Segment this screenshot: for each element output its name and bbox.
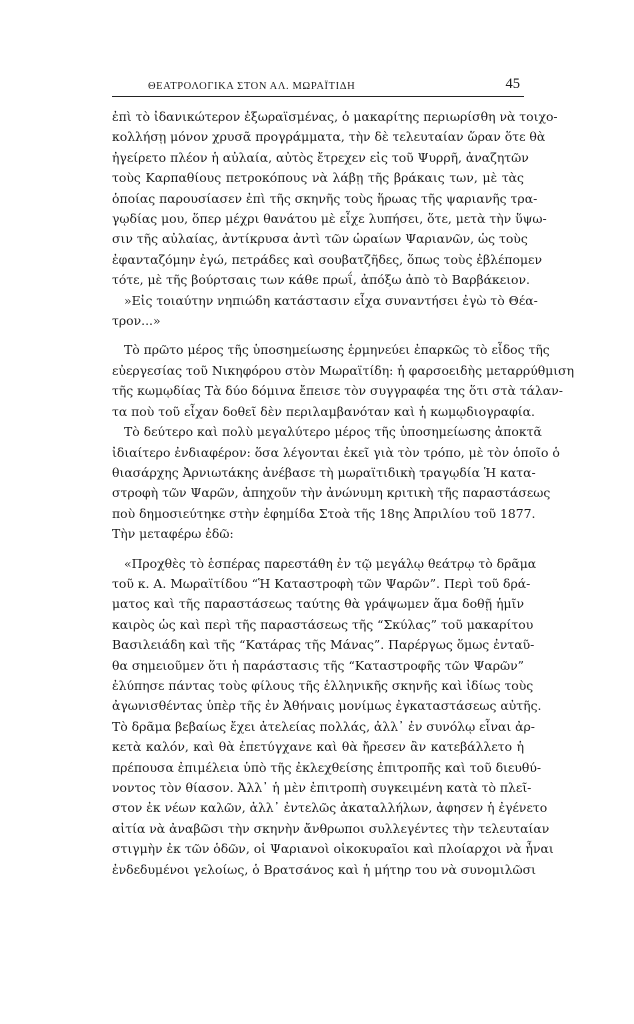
text-line: εὐεργεσίας τοῦ Νικηφόρου στὸν Μωραϊτίδη: ἡ φαρσοειδὴς μεταρρύθμιση: [112, 362, 574, 378]
text-line: ποὺ δημοσιεύτηκε στὴν ἐφημίδα Στοὰ τῆς 18ης Ἀπριλίου τοῦ 1877.: [112, 505, 536, 521]
text-line: ἐλύπησε πάντας τοὺς φίλους τῆς ἑλληνικῆς σκηνῆς καὶ ἰδίως τοὺς: [112, 677, 534, 693]
text-line: ματος καὶ τῆς παραστάσεως ταύτης θὰ γράψωμεν ἅμα δοθῇ ἡμῖν: [112, 596, 524, 612]
text-line: πρέπουσα ἐπιμέλεια ὑπὸ τῆς ἐκλεχθείσης ἐπιτροπῆς καὶ τοῦ διευθύ-: [112, 759, 542, 775]
text-line: στιγμὴν ἐκ τῶν ὁδῶν, οἱ Ψαριανοὶ οἰκοκυραῖοι καὶ πλοίαρχοι νὰ ἦναι: [112, 841, 554, 857]
text-line: Τὸ δεύτερο καὶ πολὺ μεγαλύτερο μέρος τῆς ὑποσημείωσης ἀποκτᾶ: [124, 424, 542, 440]
text-line: Τὸ πρῶτο μέρος τῆς ὑποσημείωσης ἑρμηνεύει ἐπαρκῶς τὸ εἶδος τῆς: [124, 342, 550, 358]
text-line: γῳδίας μου, ὅπερ μέχρι θανάτου μὲ εἶχε λυπήσει, ὅτε, μετὰ τὴν ὕψω-: [112, 211, 547, 227]
text-line: σιν τῆς αὐλαίας, ἀντίκρυσα ἀντὶ τῶν ὡραίων Ψαριανῶν, ὡς τοὺς: [112, 231, 528, 247]
text-line: τρον...»: [112, 313, 161, 329]
text-line: στροφὴ τῶν Ψαρῶν, ἀπηχοῦν τὴν ἀνώνυμη κριτικὴ τῆς παραστάσεως: [112, 485, 551, 501]
text-line: τῆς κωμῳδίας Τὰ δύο δόμινα ἔπεισε τὸν συγγραφέα της ὅτι στὰ τάλαν-: [112, 383, 563, 399]
text-line: ἐφανταζόμην ἐγώ, πετράδες καὶ σουβατζῆδες, ὅπως τοὺς ἐβλέπομεν: [112, 251, 543, 267]
text-line: ἐνδεδυμένοι γελοίως, ὁ Βρατσάνος καὶ ἡ μήτηρ του νὰ συνομιλῶσι: [112, 861, 536, 877]
text-line: θιασάρχης Ἀρνιωτάκης ἀνέβασε τὴ μωραϊτιδικὴ τραγῳδία Ἡ κατα-: [112, 464, 536, 480]
text-line: τότε, μὲ τῆς βούρτσαις των κάθε πρωΐ, ἀπόξω ἀπὸ τὸ Βαρβάκειον.: [112, 272, 530, 288]
text-line: ἰδιαίτερο ἐνδιαφέρον: ὅσα λέγονται ἐκεῖ γιὰ τὸν τρόπο, μὲ τὸν ὁποῖο ὁ: [112, 444, 560, 460]
text-line: τοῦ κ. Α. Μωραϊτίδου “Ἡ Καταστροφὴ τῶν Ψαρῶν”. Περὶ τοῦ δρά-: [112, 575, 531, 591]
text-line: Τὴν μεταφέρω ἐδῶ:: [112, 526, 234, 542]
text-line: ἐπὶ τὸ ἰδανικώτερον ἐξωραϊσμένας, ὁ μακαρίτης περιωρίσθη νὰ τοιχο-: [112, 109, 558, 124]
text-line: κετὰ καλόν, καὶ θὰ ἐπετύγχανε καὶ θὰ ἤρεσεν ἂν κατεβάλλετο ἡ: [112, 739, 524, 755]
text-line: Βασιλειάδη καὶ τῆς “Κατάρας τῆς Μάνας”. Παρέργως ὅμως ἐνταῦ-: [112, 637, 535, 653]
paragraph-gap: [112, 545, 524, 554]
text-line: στον ἐκ νέων καλῶν, ἀλλ᾽ ἐντελῶς ἀκαταλλήλων, ἀφησεν ἡ ἐγένετο: [112, 800, 548, 816]
page-number: 45: [505, 76, 520, 92]
text-line: τοὺς Καρπαθίους πετροκόπους νὰ λάβῃ τῆς βράκαις των, μὲ τὰς: [112, 170, 524, 186]
text-line: τα ποὺ τοῦ εἶχαν δοθεῖ δὲν περιλαμβανόταν καὶ ἡ κωμῳδιογραφία.: [112, 403, 535, 419]
text-line: ἀγωνισθέντας ὑπὲρ τῆς ἐν Ἀθήναις μονίμως ἐγκαταστάσεως αὐτῆς.: [112, 698, 542, 714]
text-line: »Εἰς τοιαύτην νηπιώδη κατάστασιν εἶχα συναντήσει ἐγὼ τὸ Θέα-: [124, 292, 538, 308]
running-header: [112, 76, 524, 97]
body-text: [112, 107, 574, 880]
text-line: «Προχθὲς τὸ ἑσπέρας παρεστάθη ἐν τῷ μεγάλῳ θεάτρῳ τὸ δρᾶμα: [124, 555, 537, 571]
running-title: ΘΕΑΤΡΟΛΟΓΙΚΑ ΣΤΟΝ ΑΛ. ΜΩΡΑΪΤΙΔΗ: [148, 81, 356, 92]
text-line: Τὸ δρᾶμα βεβαίως ἔχει ἀτελείας πολλάς, ἀλλ᾽ ἐν συνόλῳ εἶναι ἀρ-: [112, 718, 535, 734]
text-line: ἠγείρετο πλέον ἡ αὐλαία, αὐτὸς ἔτρεχεν εἰς τοῦ Ψυρρῆ, ἀναζητῶν: [112, 149, 529, 165]
text-line: καιρὸς ὡς καὶ περὶ τῆς παραστάσεως τῆς “Σκύλας” τοῦ μακαρίτου: [112, 616, 534, 632]
text-line: θα σημειοῦμεν ὅτι ἡ παράστασις τῆς “Καταστροφῆς τῶν Ψαρῶν”: [112, 657, 524, 673]
text-line: νοντος τὸν θίασον. Ἀλλ᾽ ἡ μὲν ἐπιτροπὴ συγκειμένη κατὰ τὸ πλεῖ-: [112, 780, 532, 795]
paragraph-gap: [112, 331, 524, 340]
text-line: ὁποίας παρουσίασεν ἐπὶ τῆς σκηνῆς τοὺς ἥρωας τῆς ψαριανῆς τρα-: [112, 190, 538, 206]
text-line: αἰτία νὰ ἀναβῶσι τὴν σκηνὴν ἄνθρωποι συλλεγέντες τὴν τελευταίαν: [112, 820, 550, 836]
text-line: κολλήσῃ μόνον χρυσᾶ προγράμματα, τὴν δὲ τελευταίαν ὥραν ὅτε θὰ: [112, 129, 546, 145]
